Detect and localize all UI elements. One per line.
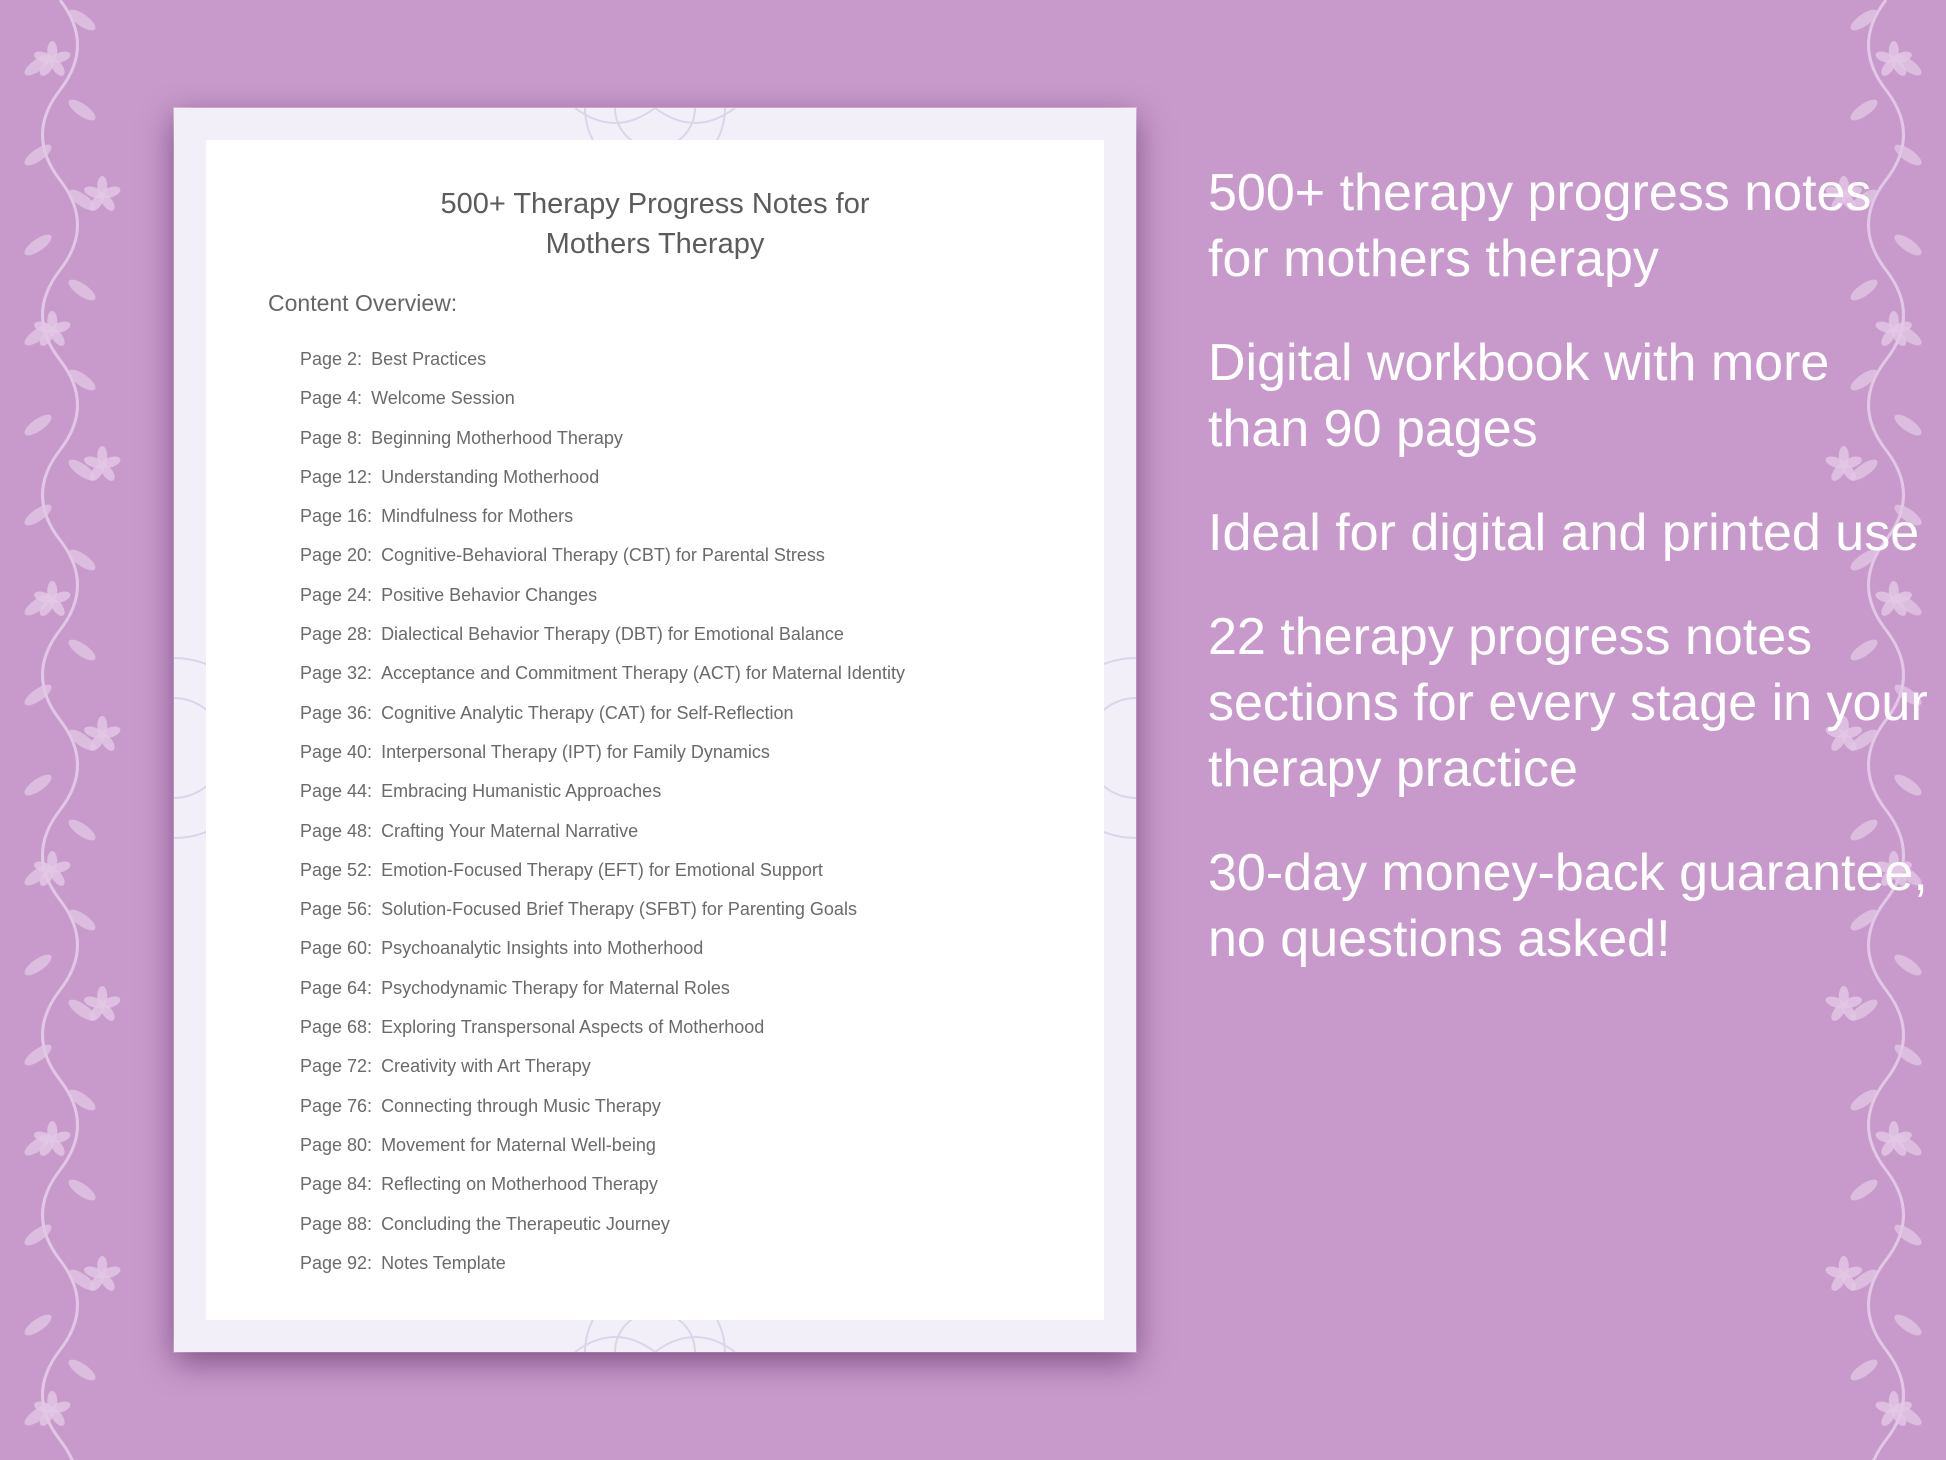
toc-section-title: Embracing Humanistic Approaches [381,781,662,802]
toc-section-title: Welcome Session [371,388,515,409]
toc-page-number: Page 84: [300,1174,373,1195]
toc-page-number: Page 64: [300,977,373,998]
toc-section-title: Crafting Your Maternal Narrative [381,820,639,841]
toc-section-title: Emotion-Focused Therapy (EFT) for Emotional Support [381,859,823,880]
document-preview [174,108,1136,1352]
toc-item [300,1244,905,1283]
toc-page-number: Page 80: [300,1134,373,1155]
document-title-line2: Mothers Therapy [545,228,765,260]
toc-item [300,929,905,968]
toc-section-title: Concluding the Therapeutic Journey [381,1213,670,1234]
toc-item [300,1047,905,1086]
toc-page-number: Page 72: [300,1056,373,1077]
floral-vine-left-icon [0,0,130,1460]
toc-item [300,969,905,1008]
toc-section-title: Beginning Motherhood Therapy [371,427,623,448]
toc-section-title: Reflecting on Motherhood Therapy [381,1174,658,1195]
toc-page-number: Page 12: [300,466,373,487]
feature-list [1208,160,1928,1010]
feature-text: Digital workbook with more than 90 pages [1208,334,1830,458]
toc-page-number: Page 88: [300,1213,373,1234]
document-title-line1: 500+ Therapy Progress Notes for [440,188,870,220]
toc-section-title: Notes Template [381,1252,506,1273]
toc-section-title: Solution-Focused Brief Therapy (SFBT) for Parenting Goals [381,899,857,920]
toc-item [300,536,905,575]
toc-section-title: Interpersonal Therapy (IPT) for Family Dynamics [381,741,770,762]
toc-page-number: Page 60: [300,938,373,959]
toc-section-title: Positive Behavior Changes [381,584,598,605]
toc-item [300,340,905,379]
toc-item [300,890,905,929]
toc-item [300,1165,905,1204]
toc-page-number: Page 68: [300,1017,373,1038]
toc-page-number: Page 52: [300,859,373,880]
toc-section-title: Best Practices [371,349,487,369]
toc-page-number: Page 32: [300,663,373,684]
toc-section-title: Exploring Transpersonal Aspects of Motherhood [381,1017,765,1038]
toc-section-title: Connecting through Music Therapy [381,1095,661,1116]
toc-page-number: Page 36: [300,702,373,723]
toc-item [300,851,905,890]
toc-section-title: Creativity with Art Therapy [381,1056,591,1077]
feature-text: 30-day money-back guarantee, no questions asked! [1208,844,1928,968]
toc-page-number: Page 40: [300,741,373,762]
toc-item [300,812,905,851]
toc-section-title: Dialectical Behavior Therapy (DBT) for Emotional Balance [381,624,844,645]
toc-item [300,654,905,693]
toc-item [300,733,905,772]
toc-section-title: Cognitive Analytic Therapy (CAT) for Self-Reflection [381,702,794,723]
toc-page-number: Page 76: [300,1095,373,1116]
toc-item [300,1087,905,1126]
toc-item [300,615,905,654]
feature-text: 22 therapy progress notes sections for every stage in your therapy practice [1208,608,1928,798]
toc-section-title: Mindfulness for Mothers [381,506,574,527]
toc-section-title: Understanding Motherhood [381,466,600,487]
toc-item [300,1205,905,1244]
toc-page-number: Page 56: [300,899,373,920]
toc-page-number: Page 2: [300,349,363,369]
toc-section-title: Psychoanalytic Insights into Motherhood [381,938,704,959]
toc-item [300,458,905,497]
toc-section-title: Psychodynamic Therapy for Maternal Roles [381,977,730,998]
toc-page-number: Page 16: [300,506,373,527]
toc-item [300,694,905,733]
toc-page-number: Page 20: [300,545,373,566]
toc-page-number: Page 28: [300,624,373,645]
toc-section-title: Movement for Maternal Well-being [381,1134,656,1155]
toc-item [300,379,905,418]
toc-page-number: Page 44: [300,781,373,802]
table-of-contents [300,340,905,1283]
toc-item [300,419,905,458]
toc-item [300,1126,905,1165]
content-overview-heading: Content Overview: [268,290,458,316]
document-title [206,184,1104,264]
feature-text: Ideal for digital and printed use [1208,504,1920,562]
toc-section-title: Acceptance and Commitment Therapy (ACT) for Maternal Identity [381,663,905,684]
toc-item [300,772,905,811]
toc-section-title: Cognitive-Behavioral Therapy (CBT) for Parental Stress [381,545,825,566]
toc-page-number: Page 24: [300,584,373,605]
toc-item [300,576,905,615]
feature-text: 500+ therapy progress notes for mothers therapy [1208,164,1872,288]
toc-page-number: Page 48: [300,820,373,841]
document-page [206,140,1104,1320]
toc-item [300,1008,905,1047]
toc-page-number: Page 4: [300,388,363,409]
toc-page-number: Page 8: [300,427,363,448]
toc-item [300,497,905,536]
toc-page-number: Page 92: [300,1252,373,1273]
